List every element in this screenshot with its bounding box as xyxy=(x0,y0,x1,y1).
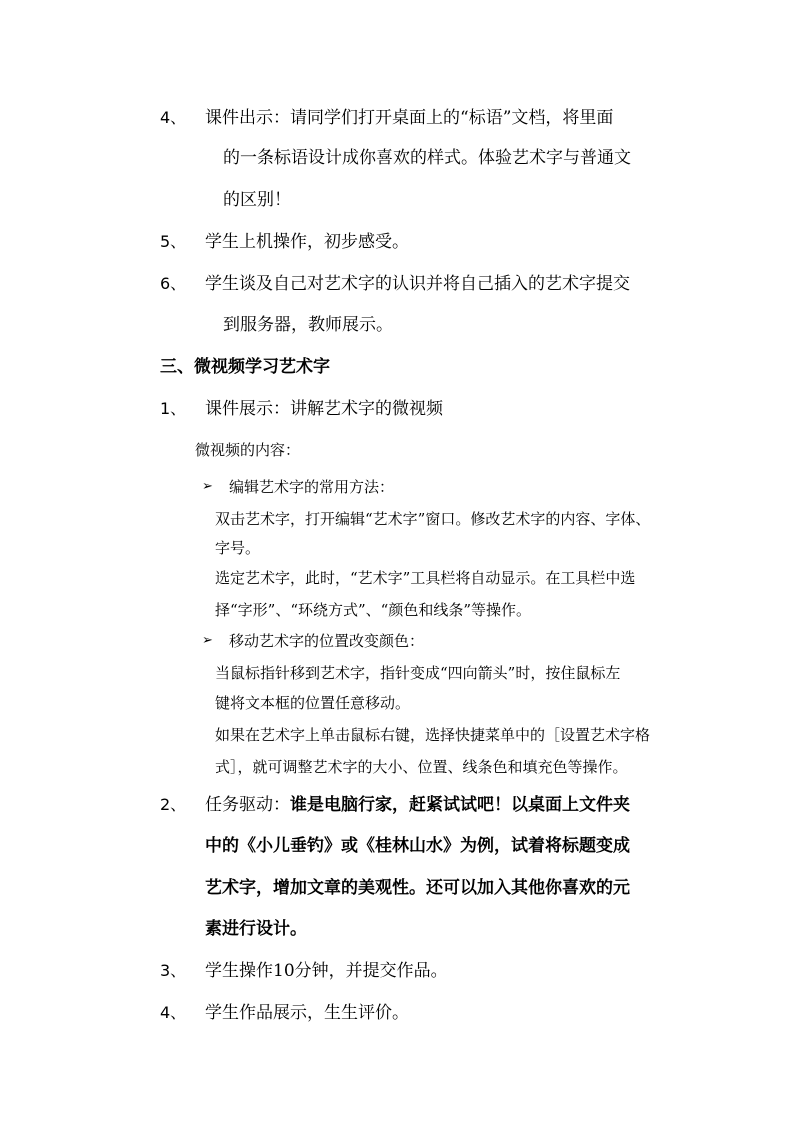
arrow-bullet-icon: ➢ xyxy=(202,633,213,648)
bullet-text: 式］，就可调整艺术字的大小、位置、线条色和填充色等操作。 xyxy=(215,758,628,776)
bullet-title: 编辑艺术字的常用方法： xyxy=(229,478,395,496)
item-number: 4、 xyxy=(160,108,187,127)
item-text: 课件出示：请同学们打开桌面上的“标语”文档，将里面 xyxy=(205,108,614,128)
item-text: 学生作品展示，生生评价。 xyxy=(205,1003,409,1023)
bullet-text: 择“字形”、“环绕方式”、“颜色和线条”等操作。 xyxy=(215,601,532,619)
item-text: 的一条标语设计成你喜欢的样式。体验艺术字与普通文 xyxy=(223,148,631,168)
bullet-text: 键将文本框的位置任意移动。 xyxy=(215,694,411,712)
item-text: 学生上机操作，初步感受。 xyxy=(205,232,409,252)
item-text xyxy=(205,795,630,815)
bullet-text: 选定艺术字，此时，“艺术字”工具栏将自动显示。在工具栏中选 xyxy=(215,569,636,587)
item-text: 学生谈及自己对艺术字的认识并将自己插入的艺术字提交 xyxy=(205,274,630,294)
bullet-text: 字号。 xyxy=(215,539,261,557)
item-text: 课件展示：讲解艺术字的微视频 xyxy=(205,399,443,419)
item-text: 学生操作10分钟，并提交作品。 xyxy=(205,961,448,981)
item-text: 艺术字，增加文章的美观性。还可以加入其他你喜欢的元 xyxy=(205,878,630,898)
item-text: 中的《小儿垂钓》或《桂林山水》为例，试着将标题变成 xyxy=(205,836,630,856)
item-number: 2、 xyxy=(160,795,187,814)
item-number: 4、 xyxy=(160,1003,187,1022)
task-bold-text: 谁是电脑行家，赶紧试试吧！以桌面上文件夹 xyxy=(290,795,630,815)
section-title: 三、微视频学习艺术字 xyxy=(160,357,330,377)
bullet-text: 双击艺术字，打开编辑“艺术字”窗口。修改艺术字的内容、字体、 xyxy=(215,510,651,528)
item-number: 1、 xyxy=(160,399,187,418)
arrow-bullet-icon: ➢ xyxy=(202,479,213,494)
item-number: 6、 xyxy=(160,274,187,293)
item-text: 到服务器，教师展示。 xyxy=(223,315,393,335)
bullet-text: 当鼠标指针移到艺术字，指针变成“四向箭头”时，按住鼠标左 xyxy=(215,664,621,682)
item-number: 3、 xyxy=(160,961,187,980)
item-text: 的区别！ xyxy=(223,190,291,210)
bullet-text: 如果在艺术字上单击鼠标右键，选择快捷菜单中的［设置艺术字格 xyxy=(215,726,651,744)
item-text: 素进行设计。 xyxy=(205,919,307,939)
video-content-label: 微视频的内容： xyxy=(195,441,301,459)
bullet-title: 移动艺术字的位置改变颜色： xyxy=(229,632,425,650)
item-number: 5、 xyxy=(160,232,187,251)
task-prefix: 任务驱动： xyxy=(205,795,290,815)
